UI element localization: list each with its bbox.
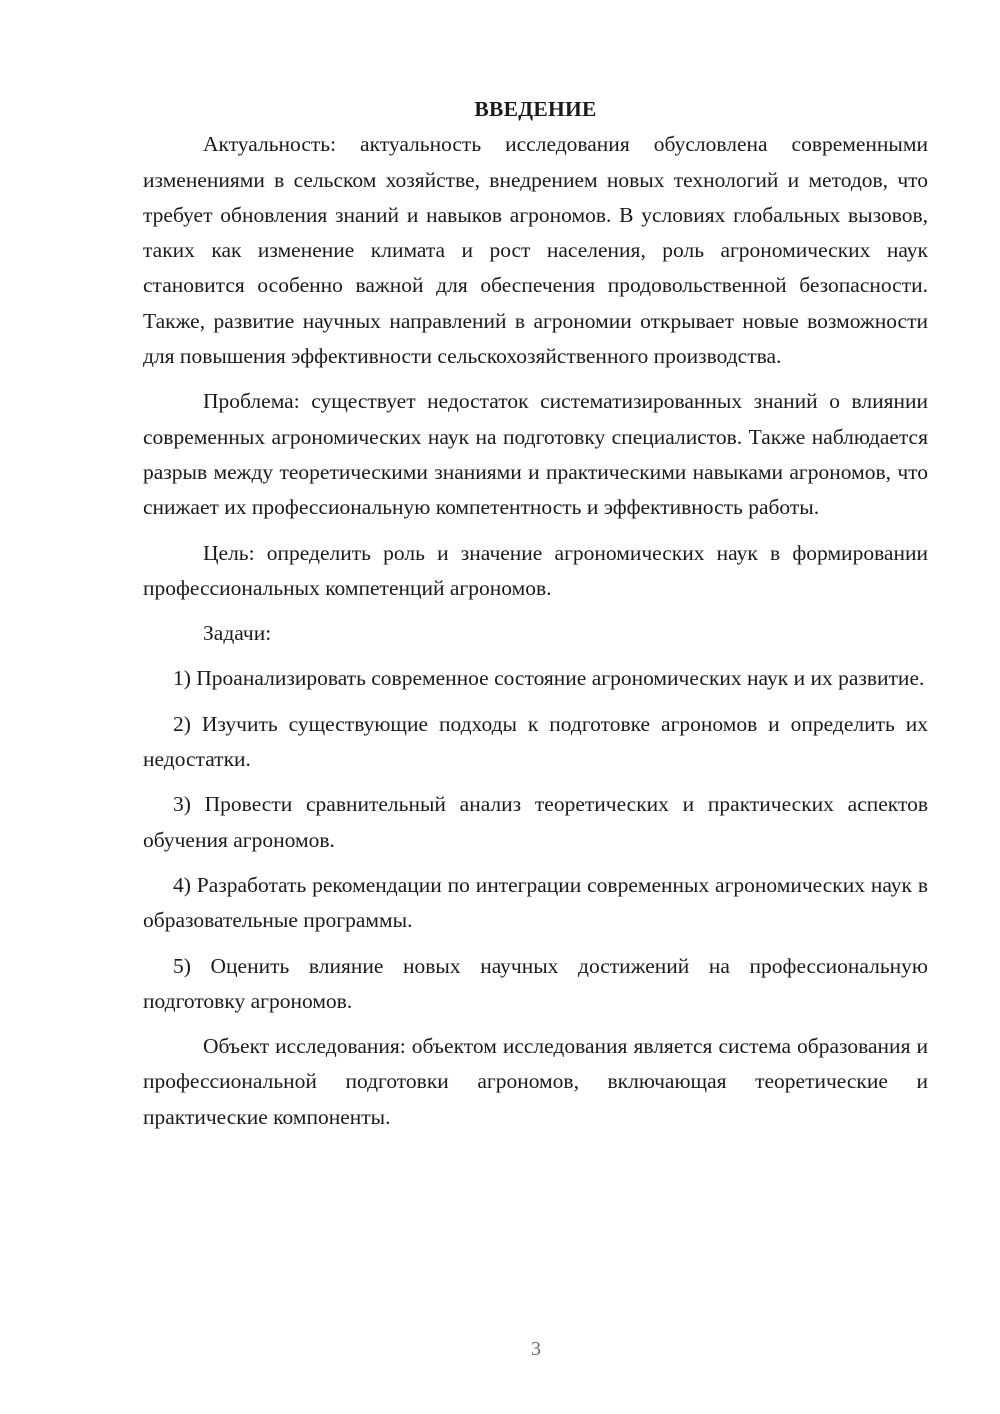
relevance-paragraph: Актуальность: актуальность исследования обусловлена современными изменениями в сельском хозяйстве, внедрением новых технологий и методов, что требует обновления знаний и навыков агрономов. В условиях глобальных вызовов, таких как изменение климата и рост населения, роль агрономических наук становится особенно важной для обеспечения продовольственной безопасности. Также, развитие научных направлений в агрономии открывает новые возможности для повышения эффективности сельскохозяйственного производства. (143, 132, 928, 369)
problem-paragraph: Проблема: существует недостаток систематизированных знаний о влиянии современных агрономических наук на подготовку специалистов. Также наблюдается разрыв между теоретическими знаниями и практическими навыками агрономов, что снижает их профессиональную компетентность и эффективность работы. (143, 389, 928, 520)
task-item: 1) Проанализировать современное состояние агрономических наук и их развитие. (173, 666, 925, 691)
page-number: 3 (531, 1338, 541, 1360)
task-item: 3) Провести сравнительный анализ теоретических и практических аспектов обучения агрономов. (143, 792, 928, 852)
task-item: 5) Оценить влияние новых научных достижений на профессиональную подготовку агрономов. (143, 953, 928, 1013)
tasks-heading: Задачи: (203, 621, 272, 646)
section-heading: ВВЕДЕНИЕ (474, 97, 597, 121)
task-item: 4) Разработать рекомендации по интеграции современных агрономических наук в образовательные программы. (143, 872, 928, 933)
task-item: 2) Изучить существующие подходы к подготовке агрономов и определить их недостатки. (143, 711, 928, 772)
page-content (143, 92, 928, 1145)
goal-paragraph: Цель: определить роль и значение агрономических наук в формировании профессиональных компетенций агрономов. (143, 540, 928, 600)
object-paragraph: Объект исследования: объектом исследования является система образования и профессиональной подготовки агрономов, включающая теоретические и практические компоненты. (143, 1034, 928, 1129)
